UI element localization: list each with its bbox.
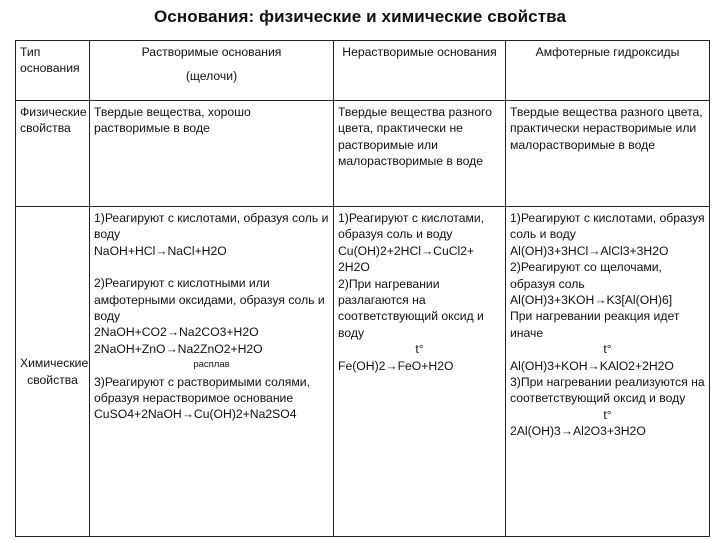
physical-soluble: Твердые вещества, хорошо растворимые в воде bbox=[90, 101, 334, 207]
soluble-reaction-2b: 2NaOH+ZnO→Na2ZnO2+H2O bbox=[94, 341, 263, 356]
soluble-reaction-1: NaOH+HCl→NaCl+H2O bbox=[94, 243, 227, 258]
insoluble-reaction-2: Fe(OH)2→FeO+H2O bbox=[338, 358, 454, 373]
amphoteric-reaction-2: Al(OH)3+3KOH→K3[Al(OH)6] bbox=[510, 293, 673, 308]
amphoteric-heating-note: При нагревании реакция идет иначе bbox=[510, 309, 680, 340]
soluble-reaction-3: CuSO4+2NaOH→Cu(OH)2+Na2SO4 bbox=[94, 407, 297, 422]
physical-amphoteric: Твердые вещества разного цвета, практически нерастворимые или малорастворимые в воде bbox=[506, 101, 710, 207]
amphoteric-property-3: 3)При нагревании реализуются на соответствующий оксид и воду bbox=[510, 375, 705, 406]
header-insoluble: Нерастворимые основания bbox=[334, 41, 506, 101]
header-soluble bbox=[90, 41, 334, 101]
physical-label: Физические свойства bbox=[16, 101, 90, 207]
chemical-row bbox=[16, 207, 710, 537]
physical-row bbox=[16, 101, 710, 207]
properties-table bbox=[15, 40, 710, 537]
insoluble-reaction-1a: Cu(OH)2+2HCl→CuCl2+ bbox=[338, 243, 475, 258]
amphoteric-temp-2: t° bbox=[603, 407, 612, 422]
soluble-property-2: 2)Реагируют с кислотными или амфотерными оксидами, образуя соль и воду bbox=[94, 276, 325, 324]
chemical-label: Химические свойства bbox=[16, 207, 90, 537]
page-title: Основания: физические и химические свойства bbox=[153, 7, 567, 26]
amphoteric-reaction-4: 2Al(OH)3→Al2O3+3H2O bbox=[510, 424, 646, 439]
amphoteric-property-2: 2)Реагируют со щелочами, образуя соль bbox=[510, 260, 662, 291]
chemical-amphoteric bbox=[506, 207, 710, 537]
header-row bbox=[16, 41, 710, 101]
soluble-property-1: 1)Реагируют с кислотами, образуя соль и воду bbox=[94, 211, 329, 242]
insoluble-reaction-1b: 2H2O bbox=[338, 260, 370, 275]
amphoteric-property-1: 1)Реагируют с кислотами, образуя соль и воду bbox=[510, 211, 705, 242]
insoluble-temp: t° bbox=[415, 342, 424, 357]
chemical-insoluble bbox=[334, 207, 506, 537]
header-soluble-title: Растворимые основания bbox=[141, 45, 282, 59]
insoluble-property-1: 1)Реагируют с кислотами, образуя соль и воду bbox=[338, 211, 485, 242]
soluble-property-3: 3)Реагируют с растворимыми солями, образуя нерастворимое основание bbox=[94, 374, 310, 406]
amphoteric-temp-1: t° bbox=[603, 342, 612, 357]
soluble-reaction-2a: 2NaOH+CO2→Na2CO3+H2O bbox=[94, 325, 259, 340]
insoluble-property-2: 2)При нагревании разлагаются на соответствующий оксид и воду bbox=[338, 276, 484, 340]
header-type: Тип основания bbox=[16, 41, 90, 101]
physical-insoluble: Твердые вещества разного цвета, практически не растворимые или малорастворимые в воде bbox=[334, 101, 506, 207]
amphoteric-reaction-1: Al(OH)3+3HCl→AlCl3+3H2O bbox=[510, 243, 669, 258]
amphoteric-reaction-3: Al(OH)3+KOH→KAlO2+2H2O bbox=[510, 358, 674, 373]
chemical-soluble bbox=[90, 207, 334, 537]
header-amphoteric: Амфотерные гидроксиды bbox=[506, 41, 710, 101]
header-soluble-subtitle: (щелочи) bbox=[185, 69, 238, 84]
soluble-reaction-2b-note: расплав bbox=[193, 359, 230, 371]
